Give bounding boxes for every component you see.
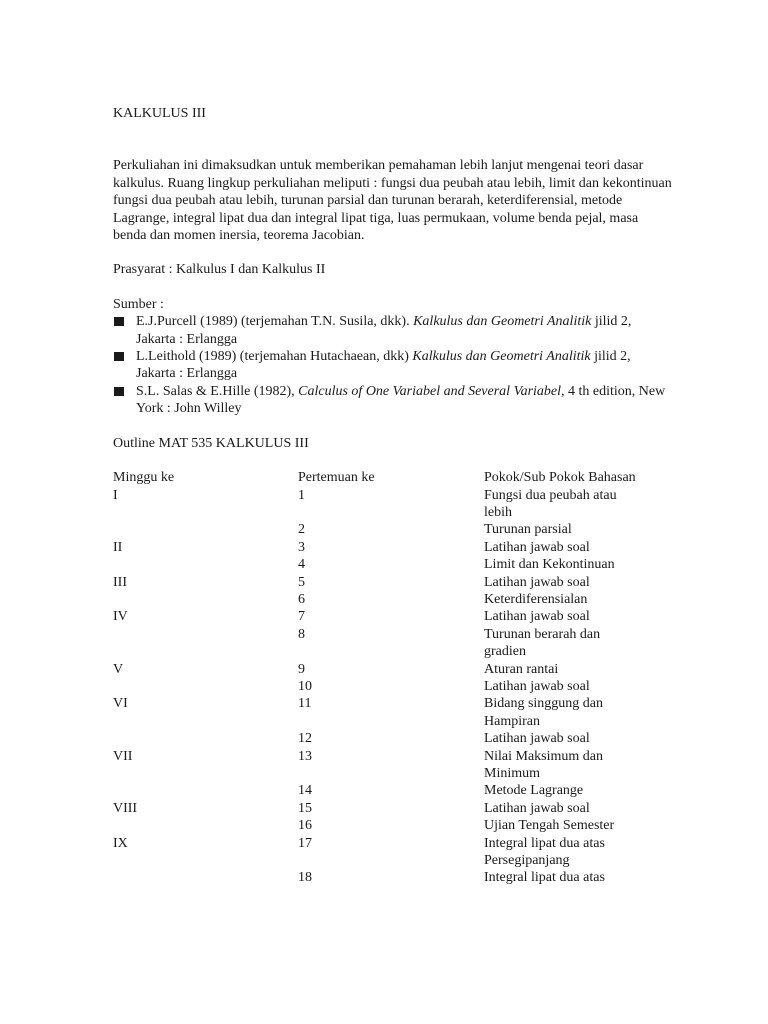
cell-minggu	[113, 591, 298, 608]
document-title: KALKULUS III	[113, 106, 206, 121]
cell-pertemuan: 14	[298, 783, 312, 799]
source-item	[113, 313, 673, 348]
cell-pertemuan: 17	[298, 835, 312, 851]
header-pertemuan: Pertemuan ke	[298, 470, 375, 486]
table-row	[113, 782, 643, 799]
source-item	[113, 348, 673, 383]
table-row	[113, 730, 643, 747]
cell-pertemuan: 4	[298, 557, 305, 573]
cell-pertemuan: 5	[298, 574, 305, 590]
table-header-row	[113, 469, 643, 486]
cell-pertemuan: 18	[298, 870, 312, 886]
cell-pokok-bahasan: Latihan jawab soal	[484, 731, 590, 747]
sources-list	[113, 313, 673, 417]
cell-minggu: III	[113, 574, 127, 590]
source-publication: , 4 th edition, New York : John Willey	[136, 383, 666, 417]
cell-minggu	[113, 556, 298, 573]
cell-pertemuan: 8	[298, 626, 305, 642]
cell-pertemuan: 9	[298, 661, 305, 677]
cell-minggu: VIII	[113, 800, 138, 816]
outline-table-body	[113, 487, 643, 887]
square-bullet-icon	[114, 317, 124, 326]
cell-minggu	[113, 521, 298, 538]
table-row	[113, 748, 643, 783]
table-row	[113, 678, 643, 695]
cell-pokok-bahasan: Integral lipat dua atas	[484, 870, 605, 886]
table-row	[113, 661, 643, 678]
cell-minggu: I	[113, 487, 118, 503]
cell-pertemuan: 15	[298, 800, 312, 816]
cell-minggu	[113, 730, 298, 747]
cell-pokok-bahasan: Latihan jawab soal	[484, 609, 590, 625]
cell-pokok-bahasan: Limit dan Kekontinuan	[484, 557, 615, 573]
cell-pertemuan: 3	[298, 539, 305, 555]
source-item	[113, 383, 673, 418]
source-book-title: Calculus of One Variabel and Several Variabel	[298, 383, 562, 399]
cell-pertemuan: 2	[298, 522, 305, 538]
cell-pertemuan: 10	[298, 678, 312, 694]
cell-pertemuan: 6	[298, 591, 305, 607]
cell-minggu: VI	[113, 696, 128, 712]
document-page	[113, 105, 673, 887]
outline-title: Outline MAT 535 KALKULUS III	[113, 435, 309, 451]
sources-label: Sumber :	[113, 296, 164, 312]
cell-pertemuan: 12	[298, 731, 312, 747]
source-publication: jilid 2, Jakarta : Erlangga	[136, 349, 631, 382]
cell-pertemuan: 16	[298, 818, 312, 834]
outline-table	[113, 469, 643, 887]
cell-minggu: VII	[113, 748, 133, 764]
table-row	[113, 608, 643, 625]
cell-pokok-bahasan: Fungsi dua peubah atau lebih	[484, 487, 617, 520]
header-minggu: Minggu ke	[113, 470, 175, 486]
cell-pokok-bahasan: Latihan jawab soal	[484, 574, 590, 590]
cell-pokok-bahasan: Ujian Tengah Semester	[484, 818, 615, 834]
cell-pertemuan: 1	[298, 487, 305, 503]
cell-pokok-bahasan: Nilai Maksimum dan Minimum	[484, 748, 603, 781]
cell-pokok-bahasan: Keterdiferensialan	[484, 591, 588, 607]
cell-minggu	[113, 626, 298, 661]
table-row	[113, 817, 643, 834]
source-publication: jilid 2, Jakarta : Erlangga	[136, 314, 632, 347]
source-author: S.L. Salas & E.Hille (1982),	[136, 383, 299, 399]
cell-pertemuan: 13	[298, 748, 312, 764]
intro-paragraph: Perkuliahan ini dimaksudkan untuk memberikan pemahaman lebih lanjut mengenai teori dasar kalkulus. Ruang lingkup perkuliahan meliputi : fungsi dua peubah atau lebih, limit dan kekontinuan fungsi dua peubah atau lebih, turunan parsial dan turunan berarah, keterdiferensial, metode Lagrange, integral lipat dua dan integral lipat tiga, luas permukaan, volume benda pejal, masa benda dan momen inersia, teorema Jacobian.	[113, 158, 672, 244]
cell-minggu	[113, 678, 298, 695]
square-bullet-icon	[114, 352, 124, 361]
table-row	[113, 835, 643, 870]
table-row	[113, 695, 643, 730]
table-row	[113, 869, 643, 886]
cell-pokok-bahasan: Integral lipat dua atas Persegipanjang	[484, 835, 605, 869]
prerequisite-text: Prasyarat : Kalkulus I dan Kalkulus II	[113, 262, 326, 278]
cell-pokok-bahasan: Aturan rantai	[484, 661, 559, 677]
source-author: L.Leithold (1989) (terjemahan Hutachaean, dkk)	[136, 349, 413, 365]
cell-minggu	[113, 782, 298, 799]
table-row	[113, 800, 643, 817]
table-row	[113, 487, 643, 522]
table-row	[113, 539, 643, 556]
cell-pokok-bahasan: Metode Lagrange	[484, 783, 584, 799]
cell-pertemuan: 7	[298, 609, 305, 625]
source-author: E.J.Purcell (1989) (terjemahan T.N. Susila, dkk).	[136, 314, 414, 330]
table-row	[113, 521, 643, 538]
cell-minggu	[113, 869, 298, 886]
cell-minggu: IV	[113, 609, 128, 625]
source-book-title: Kalkulus dan Geometri Analitik	[413, 314, 592, 330]
square-bullet-icon	[114, 387, 124, 396]
source-book-title: Kalkulus dan Geometri Analitik	[412, 349, 591, 365]
cell-pokok-bahasan: Latihan jawab soal	[484, 539, 590, 555]
table-row	[113, 626, 643, 661]
cell-pokok-bahasan: Turunan parsial	[484, 522, 572, 538]
cell-minggu: V	[113, 661, 124, 677]
cell-minggu: II	[113, 539, 123, 555]
table-row	[113, 574, 643, 591]
header-pokok-bahasan: Pokok/Sub Pokok Bahasan	[484, 470, 636, 486]
table-row	[113, 556, 643, 573]
cell-pokok-bahasan: Latihan jawab soal	[484, 678, 590, 694]
cell-pertemuan: 11	[298, 696, 312, 712]
cell-minggu: IX	[113, 835, 128, 851]
cell-pokok-bahasan: Turunan berarah dan gradien	[484, 626, 601, 660]
table-row	[113, 591, 643, 608]
cell-pokok-bahasan: Bidang singgung dan Hampiran	[484, 696, 603, 729]
cell-pokok-bahasan: Latihan jawab soal	[484, 800, 590, 816]
cell-minggu	[113, 817, 298, 834]
